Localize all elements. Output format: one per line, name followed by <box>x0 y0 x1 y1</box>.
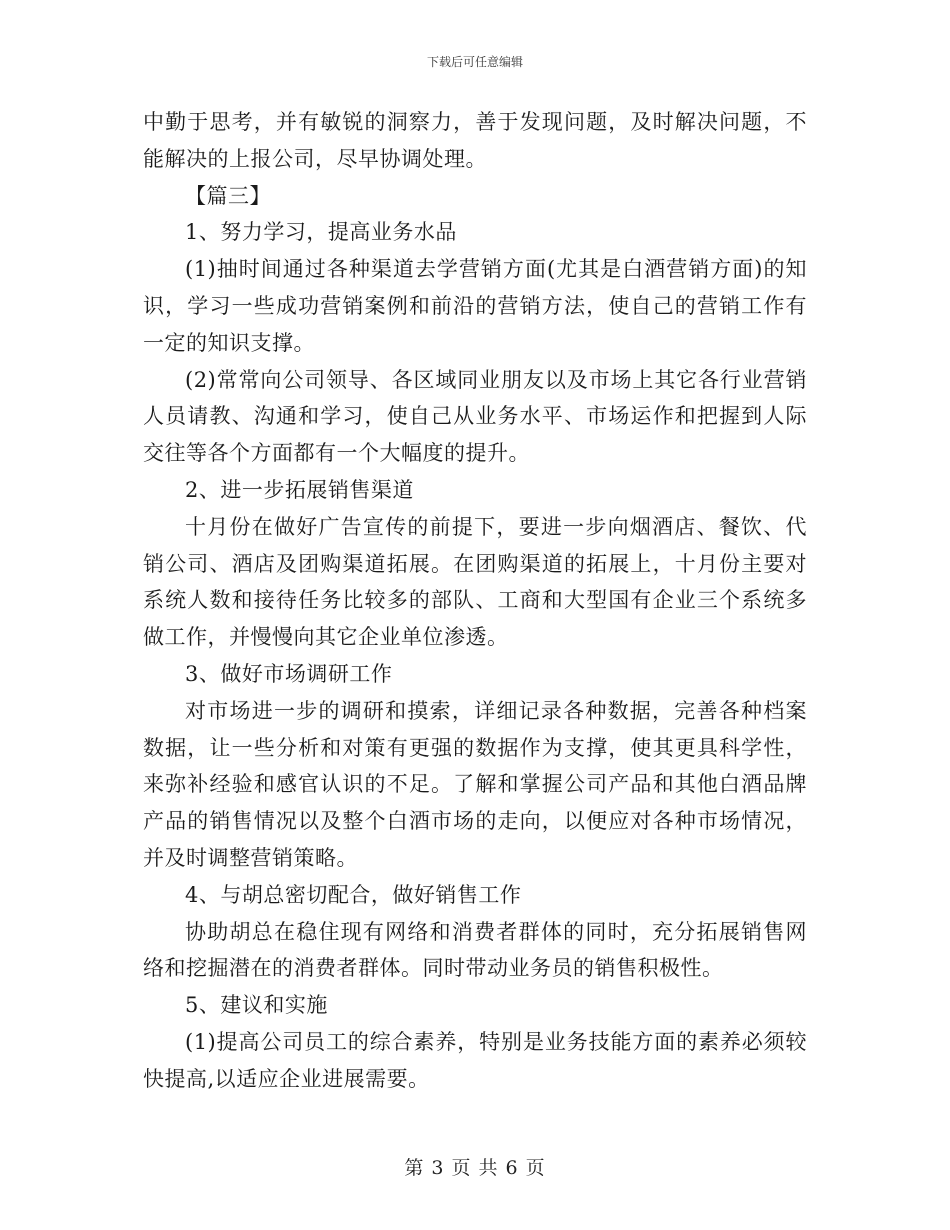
document-body <box>143 104 807 1098</box>
page-number-footer: 第 3 页 共 6 页 <box>404 1157 546 1179</box>
item-heading-2: 2、进一步拓展销售渠道 <box>185 477 414 502</box>
paragraph-continuation: 中勤于思考，并有敏锐的洞察力，善于发现问题，及时解决问题，不能解决的上报公司，尽早协调处理。 <box>143 110 807 171</box>
item-heading-3: 3、做好市场调研工作 <box>185 661 393 686</box>
paragraph-5-1: (1)提高公司员工的综合素养，特别是业务技能方面的素养必须较快提高,以适应企业进展需要。 <box>143 1029 807 1091</box>
paragraph-4: 协助胡总在稳住现有网络和消费者群体的同时，充分拓展销售网络和挖掘潜在的消费者群体。同时带动业务员的销售积极性。 <box>143 919 807 981</box>
item-heading-4: 4、与胡总密切配合，做好销售工作 <box>185 882 522 907</box>
paragraph-2: 十月份在做好广告宣传的前提下，要进一步向烟酒店、餐饮、代销公司、酒店及团购渠道拓展。在团购渠道的拓展上，十月份主要对系统人数和接待任务比较多的部队、工商和大型国有企业三个系统多做工作，并慢慢向其它企业单位渗透。 <box>143 514 807 650</box>
paragraph-1-2: (2)常常向公司领导、各区域同业朋友以及市场上其它各行业营销人员请教、沟通和学习，使自己从业务水平、市场运作和把握到人际交往等各个方面都有一个大幅度的提升。 <box>143 367 807 466</box>
section-heading-part-three: 【篇三】 <box>185 183 271 208</box>
paragraph-3: 对市场进一步的调研和摸索，详细记录各种数据，完善各种档案数据，让一些分析和对策有更强的数据作为支撑，使其更具科学性，来弥补经验和感官认识的不足。了解和掌握公司产品和其他白酒品牌产品的销售情况以及整个白酒市场的走向，以便应对各种市场情况，并及时调整营销策略。 <box>143 698 807 870</box>
page-header-note: 下载后可任意编辑 <box>426 55 523 69</box>
paragraph-1-1: (1)抽时间通过各种渠道去学营销方面(尤其是白酒营销方面)的知识，学习一些成功营销案例和前沿的营销方法，使自己的营销工作有一定的知识支撑。 <box>143 257 807 355</box>
item-heading-5: 5、建议和实施 <box>185 993 328 1018</box>
item-heading-1: 1、努力学习，提高业务水品 <box>185 220 457 245</box>
